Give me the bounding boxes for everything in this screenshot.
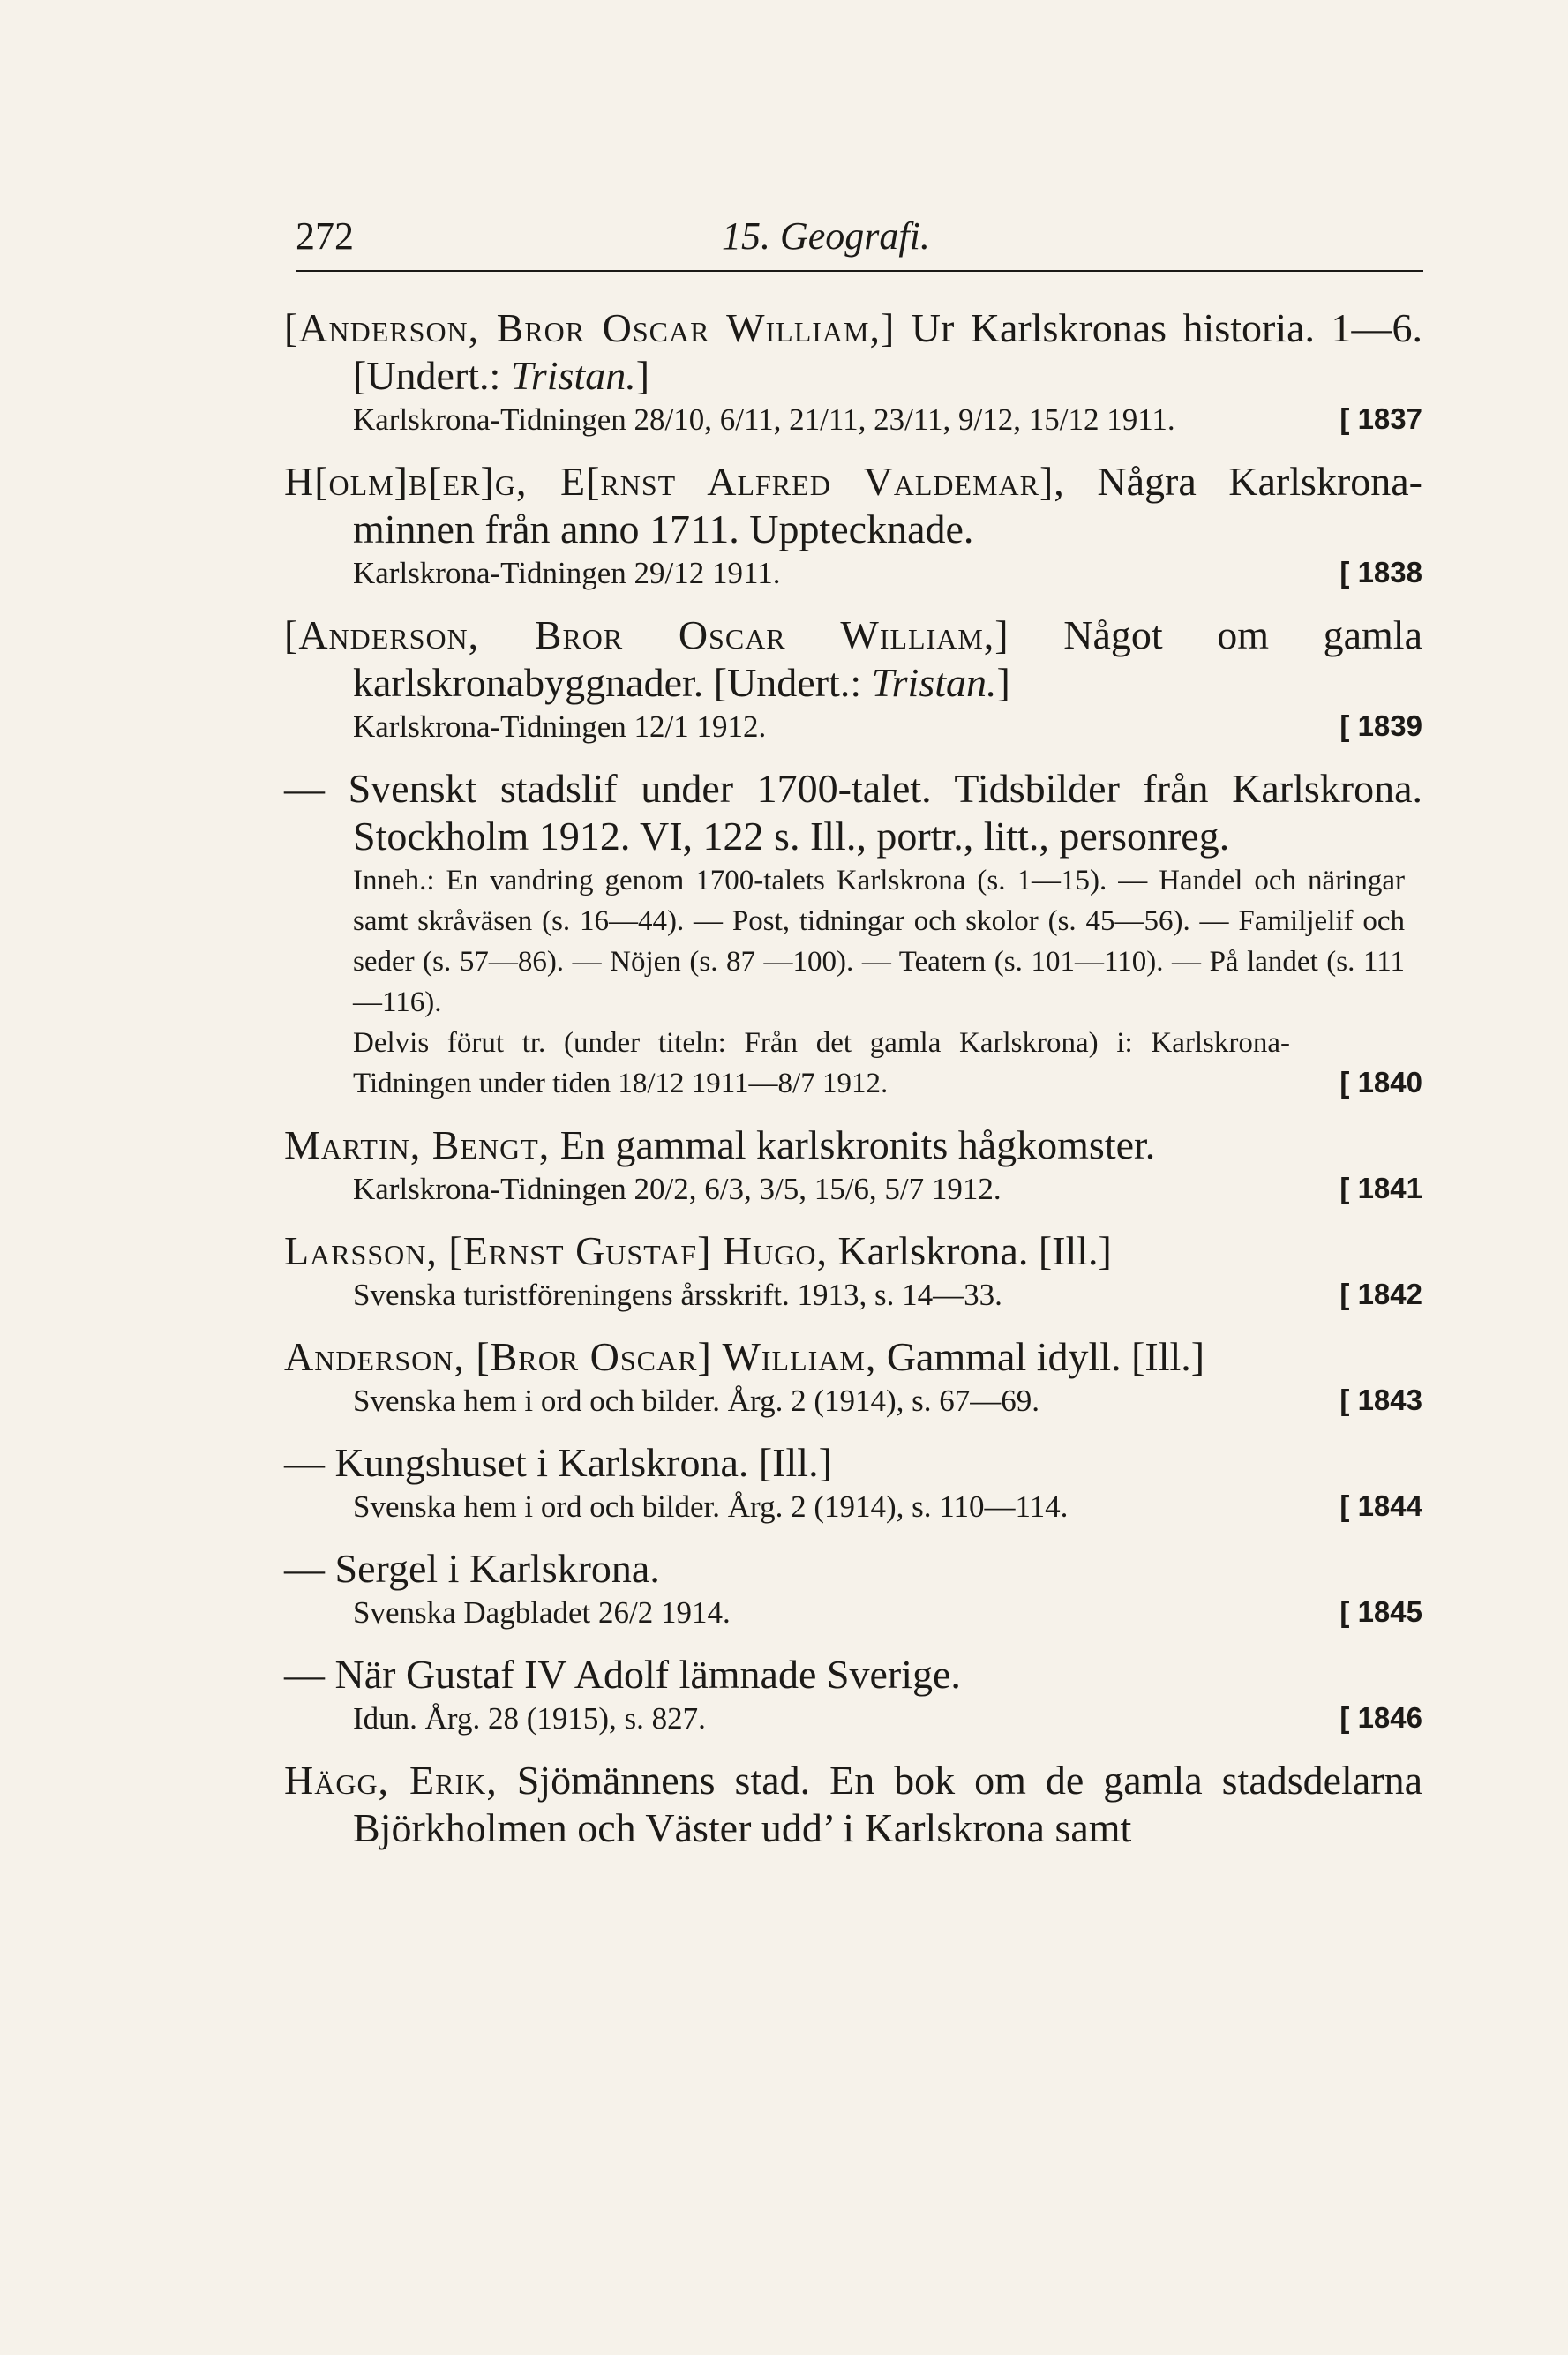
entry-previous-print-note: Delvis förut tr. (under titeln: Från det gamla Karlskrona) i: Karlskrona-Tidningen under tiden 18/12 1911—8/7 1912. <box>353 1027 1290 1099</box>
entry-number: [ 1844 <box>1339 1489 1422 1522</box>
entry-title-text: Gammal idyll. [Ill.] <box>876 1334 1205 1379</box>
entry-author: Martin, Bengt, <box>284 1122 551 1167</box>
entry-title-text: Ur Karlskronas historia. 1—6. [Undert.: <box>353 305 1422 398</box>
entry-source: Svenska hem i ord och bilder. Årg. 2 (1914), s. 67—69. <box>353 1384 1040 1418</box>
entry-1844 <box>284 1439 1422 1527</box>
entry-source: Karlskrona-Tidningen 28/10, 6/11, 21/11, 23/11, 9/12, 15/12 1911. <box>353 402 1175 437</box>
entry-title-text: Karlskrona. [Ill.] <box>827 1228 1112 1273</box>
entry-author: Anderson, [Bror Oscar] William, <box>284 1334 877 1379</box>
entry-number: [ 1838 <box>1339 556 1422 589</box>
entry-pseudonym: Tristan. <box>510 353 636 398</box>
entry-source: Idun. Årg. 28 (1915), s. 827. <box>353 1701 706 1736</box>
entry-number: [ 1846 <box>1339 1701 1422 1734</box>
entry-number: [ 1845 <box>1339 1595 1422 1628</box>
entry-source: Karlskrona-Tidningen 29/12 1911. <box>353 556 781 590</box>
entry-number: [ 1840 <box>1339 1066 1422 1099</box>
entry-author: H[olm]b[er]g, E[rnst Alfred Valdemar], <box>284 459 1065 504</box>
entry-1837 <box>284 304 1422 440</box>
ditto-dash: — <box>284 1546 335 1591</box>
ditto-dash: — <box>284 1440 335 1485</box>
entry-number: [ 1839 <box>1339 709 1422 742</box>
entry-source: Svenska Dagbladet 26/2 1914. <box>353 1595 731 1630</box>
bibliography-list <box>284 304 1422 1870</box>
entry-source: Karlskrona-Tidningen 20/2, 6/3, 3/5, 15/6, 5/7 1912. <box>353 1172 1002 1206</box>
entry-source: Svenska hem i ord och bilder. Årg. 2 (1914), s. 110—114. <box>353 1489 1069 1524</box>
entry-author: [Anderson, Bror Oscar William,] <box>284 612 1009 657</box>
entry-title <box>284 765 1422 860</box>
entry-title <box>284 1121 1422 1169</box>
entry-title-text: Sjömännens stad. En bok om de gamla stadsdelarna Björkholmen och Väster udd’ i Karlskrona samt <box>353 1758 1422 1850</box>
entry-1845 <box>284 1545 1422 1633</box>
section-title: 15. Geografi. <box>722 214 930 258</box>
entry-1840 <box>284 765 1422 1104</box>
entry-title <box>284 304 1422 400</box>
entry-title <box>284 1545 1422 1593</box>
page-number: 272 <box>296 214 354 258</box>
entry-number: [ 1837 <box>1339 402 1422 435</box>
entry-title <box>284 1439 1422 1487</box>
entry-author: Larsson, [Ernst Gustaf] Hugo, <box>284 1228 828 1273</box>
entry-1846 <box>284 1651 1422 1739</box>
entry-title-text: Sergel i Karlskrona. <box>334 1546 660 1591</box>
entry-title-text: En gammal karlskronits hågkomster. <box>550 1122 1156 1167</box>
entry-source: Svenska turistföreningens årsskrift. 1913, s. 14—33. <box>353 1278 1002 1312</box>
entry-title-text: När Gustaf IV Adolf lämnade Sverige. <box>334 1652 961 1697</box>
entry-title-text: Svenskt stadslif under 1700-talet. Tidsbilder från Karlskrona. Stockholm 1912. VI, 122 s. Ill., portr., litt., personreg. <box>348 766 1422 859</box>
entry-title-end: ] <box>635 353 650 398</box>
entry-pseudonym: Tristan. <box>871 660 997 705</box>
entry-1839 <box>284 611 1422 747</box>
entry-number: [ 1842 <box>1339 1278 1422 1310</box>
entry-title <box>284 1651 1422 1699</box>
entry-source: Karlskrona-Tidningen 12/1 1912. <box>353 709 767 744</box>
entry-title-text: Något om gamla karlskronabyggnader. [Undert.: <box>353 612 1423 705</box>
entry-author: Hägg, Erik, <box>284 1758 498 1803</box>
entry-title <box>284 458 1422 553</box>
entry-title <box>284 611 1422 707</box>
entry-title <box>284 1227 1422 1275</box>
entry-1841 <box>284 1121 1422 1210</box>
ditto-dash: — <box>284 766 349 811</box>
entry-title <box>284 1333 1422 1381</box>
entry-1843 <box>284 1333 1422 1421</box>
entry-1842 <box>284 1227 1422 1316</box>
entry-number: [ 1841 <box>1339 1172 1422 1204</box>
entry-title <box>284 1757 1422 1852</box>
entry-title-text: Kungshuset i Karlskrona. [Ill.] <box>334 1440 832 1485</box>
header-rule <box>296 270 1423 272</box>
entry-author: [Anderson, Bror Oscar William,] <box>284 305 896 350</box>
running-head <box>296 214 1423 268</box>
entry-title-end: ] <box>996 660 1010 705</box>
entry-continued <box>284 1757 1422 1852</box>
entry-1838 <box>284 458 1422 594</box>
entry-number: [ 1843 <box>1339 1384 1422 1416</box>
ditto-dash: — <box>284 1652 335 1697</box>
entry-title-text: Några Karlskrona-minnen från anno 1711. Upptecknade. <box>353 459 1422 551</box>
entry-contents-note: Inneh.: En vandring genom 1700-talets Karlskrona (s. 1—15). — Handel och näringar samt skråväsen (s. 16—44). — Post, tidningar och skolor (s. 45—56). — Familjelif och seder (s. 57—86). — Nöjen (s. 87 —100). — Teatern (s. 101—110). — På landet (s. 111—116). <box>353 865 1405 1018</box>
